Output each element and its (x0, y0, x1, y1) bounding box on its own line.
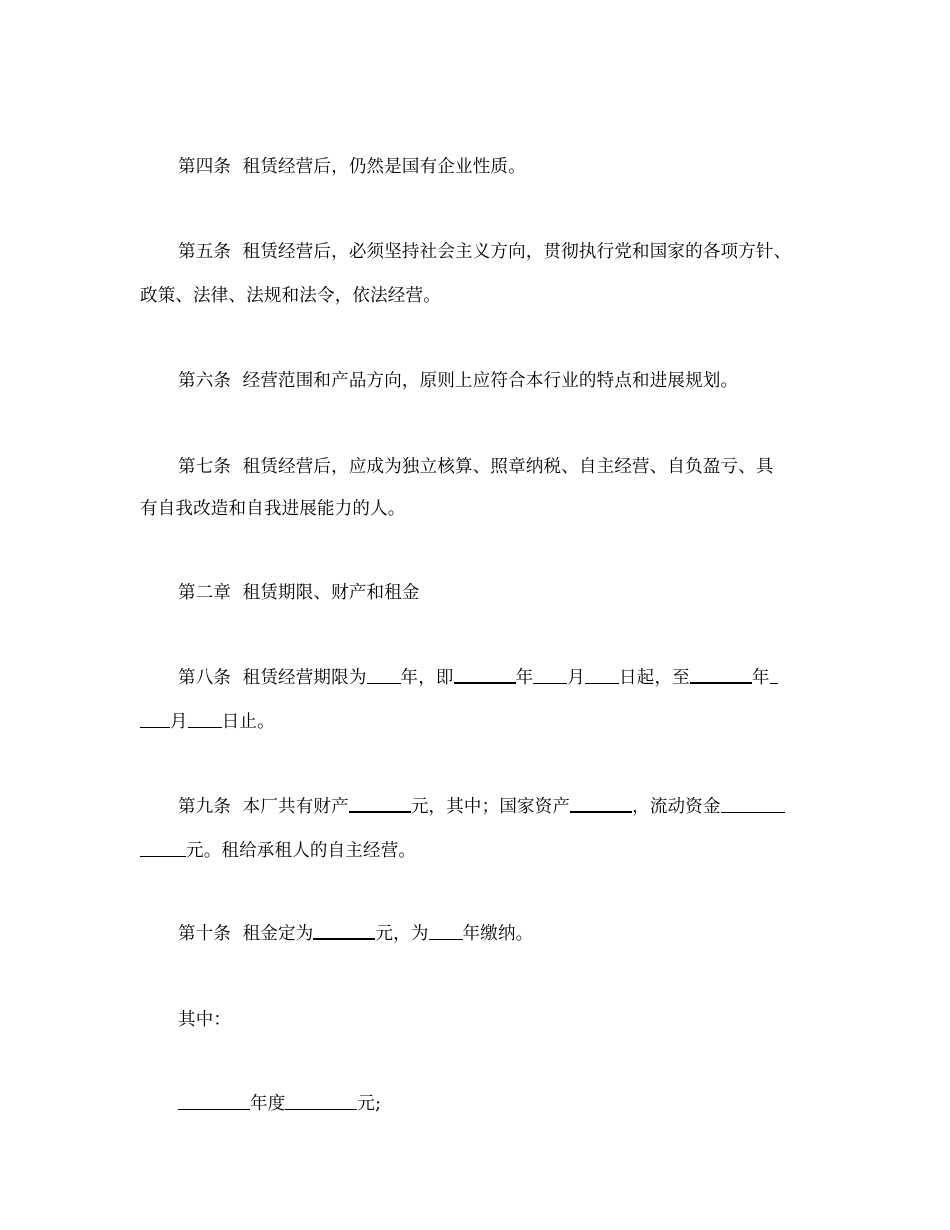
article-7-line-1: 第七条 租赁经营后，应成为独立核算、照章纳税、自主经营、自负盈亏、具 (178, 457, 774, 477)
article-6: 第六条 经营范围和产品方向，原则上应符合本行业的特点和进展规划。 (178, 371, 739, 391)
article-8-text-g: 月 (170, 712, 188, 732)
article-8-text-f: 年 (751, 668, 770, 688)
article-9-text-d: 元。租给承租人的自主经营。 (186, 841, 417, 861)
article-9-text-c: ，流动资金 (632, 797, 721, 817)
article-4: 第四条 租赁经营后，仍然是国有企业性质。 (178, 157, 526, 177)
article-8-text-b: 年，即 (400, 668, 454, 688)
article-8-text-a: 第八条 租赁经营期限为 (178, 668, 367, 688)
article-8-text-c: 年 (515, 668, 534, 688)
blank-end-month-start (770, 682, 778, 684)
blank-rent-years (429, 938, 463, 940)
article-10-text-c: 年缴纳。 (462, 924, 534, 944)
article-5-line-1: 第五条 租赁经营后，必须坚持社会主义方向，贯彻执行党和国家的各项方针、 (178, 242, 792, 262)
blank-end-day (188, 726, 222, 728)
article-9-line-2 (140, 839, 416, 863)
article-7-line-2: 有自我改造和自我进展能力的人。 (140, 499, 406, 519)
blank-term-years (367, 682, 401, 684)
blank-start-month (533, 682, 567, 684)
yearly-text-a: 年度 (250, 1094, 286, 1114)
blank-total-assets (349, 810, 411, 813)
blank-start-day (585, 682, 619, 684)
article-8-line-1 (178, 666, 778, 690)
blank-state-assets (570, 810, 632, 813)
article-9-text-a: 第九条 本厂共有财产 (178, 797, 349, 817)
article-9-line-1 (178, 795, 785, 819)
article-8-line-2 (140, 710, 275, 734)
article-8-text-d: 月 (567, 668, 586, 688)
article-10-text-a: 第十条 租金定为 (178, 924, 314, 944)
article-8-text-e: 日起，至 (619, 668, 690, 688)
blank-start-year (454, 681, 516, 684)
article-8-text-h: 日止。 (221, 712, 275, 732)
blank-end-month (140, 726, 170, 728)
article-5-line-2: 政策、法律、法规和法令，依法经营。 (140, 286, 441, 306)
blank-end-year (690, 681, 752, 684)
blank-rent-amount (313, 937, 375, 940)
yearly-rent-line (178, 1092, 381, 1116)
yearly-text-b: 元; (357, 1094, 382, 1114)
article-9-text-b: 元，其中；国家资产 (410, 797, 571, 817)
chapter-2-heading: 第二章 租赁期限、财产和租金 (178, 583, 420, 603)
blank-working-capital (721, 811, 785, 813)
blank-year-amount (285, 1108, 357, 1110)
among-label: 其中： (178, 1010, 232, 1030)
article-10-text-b: 元，为 (375, 924, 429, 944)
blank-year (178, 1108, 250, 1110)
article-10 (178, 922, 533, 946)
blank-working-capital-cont (140, 855, 186, 857)
